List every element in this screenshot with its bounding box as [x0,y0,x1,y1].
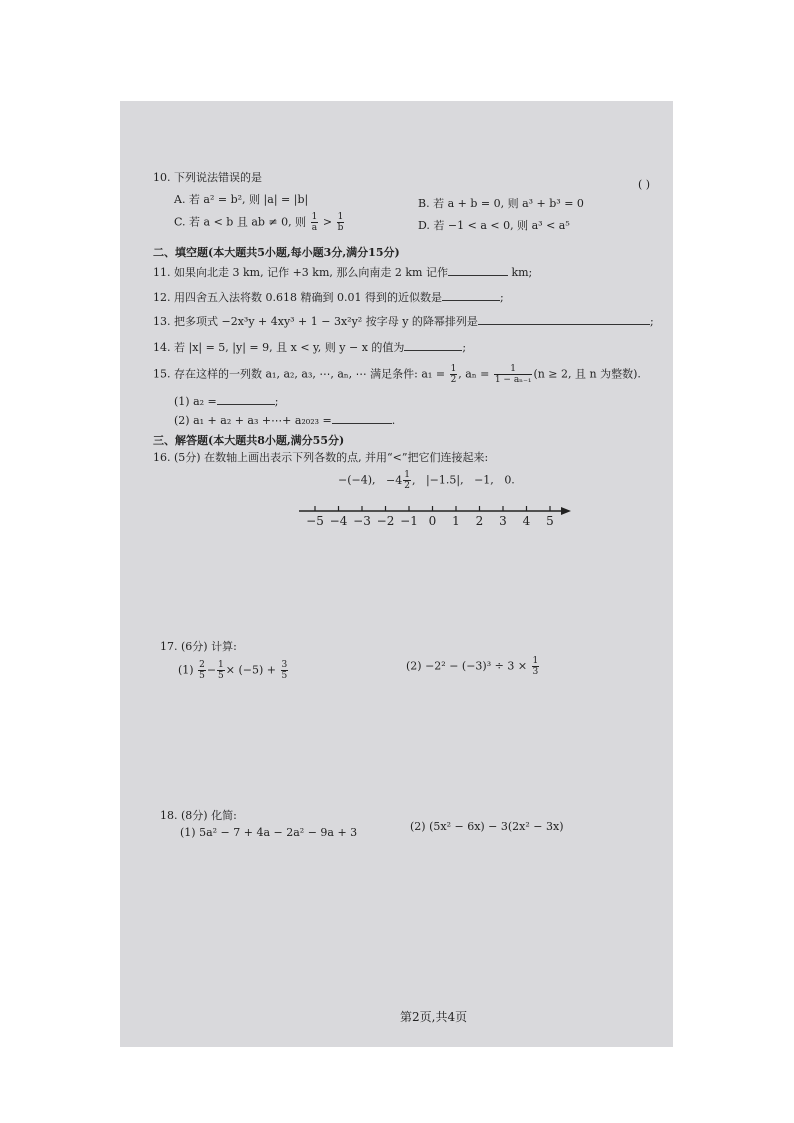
fraction-numerator: 1 [311,212,318,222]
q12-end: ; [499,291,504,304]
q11-text: 11. 如果向北走 3 km, 记作 +3 km, 那么向南走 2 km 记作 [153,266,448,279]
number-line-tick-label: 3 [499,514,507,528]
number-line[interactable] [295,500,575,536]
q16-value-3: |−1.5|, [425,473,464,487]
q13 [153,314,654,329]
q10-option-a: A. 若 a² = b², 则 |a| = |b| [174,193,309,206]
fraction-numerator: 2 [199,660,205,670]
q10-stem: 10. 下列说法错误的是 [153,171,262,184]
q14-answer-blank[interactable] [404,340,462,351]
number-line-tick-label: −2 [376,514,395,528]
fraction-denominator: 5 [218,671,224,681]
q15-frac-one-half [450,364,458,385]
q12-answer-blank[interactable] [442,290,500,301]
q17-part1 [178,660,289,681]
fraction-numerator: 1 [337,212,344,222]
q16-value-2-whole: −4 [386,473,403,487]
q15-part1 [174,394,278,409]
fraction-denominator: a [311,223,318,233]
fraction-denominator: 3 [532,667,539,677]
minus-sign: − [206,663,217,677]
section-3-heading: 三、解答题(本大题共8小题,满分55分) [153,434,345,447]
q15-text-post: (n ≥ 2, 且 n 为整数). [533,367,641,381]
q15-text-pre: 15. 存在这样的一列数 a₁, a₂, a₃, ⋯, aₙ, ⋯ 满足条件: a₁ = [153,367,446,381]
q15-text-mid: , aₙ = [458,367,490,381]
q16-value-4: −1, [474,473,494,487]
number-line-ticks [306,506,554,528]
number-line-tick-label: −5 [306,514,324,528]
fraction-denominator: 5 [281,671,288,681]
q15-part2-text: (2) a₁ + a₂ + a₃ +⋯+ a₂₀₂₃ = [174,414,332,427]
q14-text: 14. 若 |x| = 5, |y| = 9, 且 x < y, 则 y − x 的值为 [153,341,405,354]
q17-frac-two-fifths [198,660,206,681]
number-line-tick-label: 5 [546,514,554,528]
number-line-tick-label: 0 [428,514,437,528]
q15-part1-blank[interactable] [217,394,275,405]
fraction-denominator: b [337,223,344,233]
number-line-tick-label: 2 [475,514,484,528]
q17-part2 [406,656,540,677]
q14-end: ; [462,341,467,354]
fraction-numerator: 1 [494,364,533,375]
q11-unit: km; [511,266,533,279]
q17-frac-one-fifth [217,660,225,681]
q13-end: ; [649,315,654,328]
fraction-denominator: 1 − aₙ₋₁ [494,375,532,385]
q15 [153,364,641,385]
fraction-denominator: 2 [404,481,410,491]
fraction-numerator: 1 [532,656,539,666]
section-2-heading: 二、填空题(本大题共5小题,每小题3分,满分15分) [153,246,400,259]
q17-stem: 17. (6分) 计算: [160,640,237,653]
number-line-tick-label: 1 [452,514,460,528]
q16-value-2-comma: , [411,473,416,487]
q16-value-2 [386,470,416,491]
q18-part2: (2) (5x² − 6x) − 3(2x² − 3x) [410,820,564,833]
page-footer: 第2页,共4页 [400,1010,468,1024]
q17-frac-one-third [532,656,540,677]
q15-part2-end: . [391,414,396,427]
q13-text: 13. 把多项式 −2x³y + 4xy³ + 1 − 3x²y² 按字母 y 的降幂排列是 [153,315,478,328]
q15-part2-blank[interactable] [332,413,392,424]
number-line-tick-label: −4 [329,514,348,528]
q15-frac-recurrence [494,364,533,385]
q17-frac-three-fifths [281,660,289,681]
q18-stem: 18. (8分) 化简: [160,809,237,822]
fraction-numerator: 3 [281,660,288,670]
q11-answer-blank[interactable] [448,265,508,276]
greater-than-sign: > [322,215,333,229]
q10-answer-bracket: ( ) [638,178,651,191]
q10-frac-1-over-a [311,212,319,233]
q15-part2 [174,413,395,428]
q17-part1-label: (1) [178,663,194,677]
q10-option-d: D. 若 −1 < a < 0, 则 a³ < a⁵ [418,219,570,232]
q15-part1-end: ; [274,395,279,408]
fraction-denominator: 2 [450,375,457,385]
number-line-tick-label: −3 [353,514,371,528]
fraction-numerator: 1 [450,364,457,374]
number-line-tick-label: −1 [400,514,418,528]
q16-stem: 16. (5分) 在数轴上画出表示下列各数的点, 并用“<”把它们连接起来: [153,451,489,464]
number-line-tick-label: 4 [522,514,531,528]
q12-text: 12. 用四舍五入法将数 0.618 精确到 0.01 得到的近似数是 [153,291,442,304]
exam-page [120,101,673,1047]
fraction-denominator: 5 [199,671,205,681]
q15-part1-text: (1) a₂ = [174,395,217,408]
q14 [153,340,466,355]
number-line-arrow [561,507,571,515]
q16-value-5: 0. [504,473,515,487]
q16-value-1: −(−4), [338,473,376,487]
q18-part1: (1) 5a² − 7 + 4a − 2a² − 9a + 3 [180,826,358,839]
q12 [153,290,504,305]
fraction-numerator: 1 [404,470,410,480]
q17-part1-mid: × (−5) + [225,663,277,677]
q16-frac-one-half [403,470,411,491]
q17-part2-text: (2) −2² − (−3)³ ÷ 3 × [406,659,528,673]
q10-frac-1-over-b [337,212,345,233]
fraction-numerator: 1 [218,660,224,670]
q11 [153,265,532,280]
q13-answer-blank[interactable] [478,314,650,325]
q10-option-c-text: C. 若 a < b 且 ab ≠ 0, 则 [174,215,307,229]
q10-option-c [174,212,345,233]
q10-option-b: B. 若 a + b = 0, 则 a³ + b³ = 0 [418,197,584,210]
q16-values [338,470,515,491]
